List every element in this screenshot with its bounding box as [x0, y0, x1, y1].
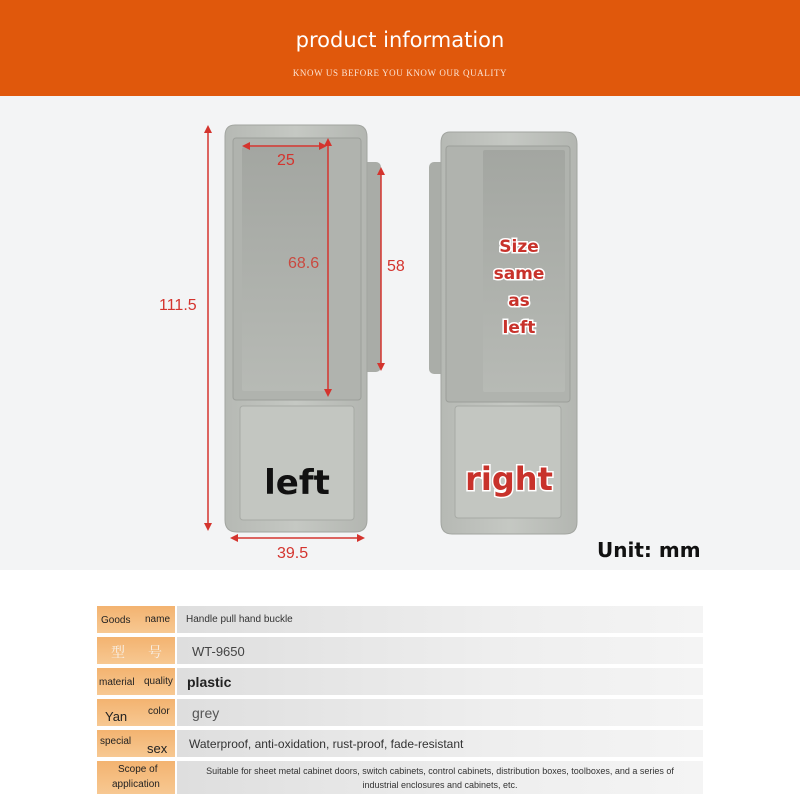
spec-value-cell	[177, 699, 703, 726]
dim-side-height: 58	[387, 258, 405, 275]
dim-total-height: 111.5	[159, 297, 197, 314]
spec-value-cell	[177, 668, 703, 695]
right-label: right	[465, 460, 553, 498]
spec-row-color	[97, 699, 703, 726]
spec-label-part-a: Scope of	[118, 764, 158, 775]
spec-label-part-a: Goods	[101, 615, 131, 626]
spec-value-cell	[177, 637, 703, 664]
left-label: left	[264, 463, 330, 503]
spec-value: Waterproof, anti-oxidation, rust-proof, fade-resistant	[189, 737, 464, 751]
unit-label: Unit: mm	[597, 538, 701, 562]
spec-label	[97, 606, 175, 633]
spec-row-material	[97, 668, 703, 695]
spec-value: plastic	[187, 674, 232, 690]
spec-label-part-b: application	[112, 779, 160, 790]
spec-value-line-1: Suitable for sheet metal cabinet doors, switch cabinets, control cabinets, distribution boxes, toolboxes, and a series of	[206, 766, 674, 776]
dim-inner-height: 68.6	[288, 255, 320, 272]
spec-label-part-a: 型	[111, 644, 125, 660]
spec-row-goods-name	[97, 606, 703, 633]
spec-label	[97, 699, 175, 726]
spec-label-part-a: special	[100, 736, 132, 747]
spec-value: WT-9650	[192, 644, 245, 659]
spec-label	[97, 730, 175, 757]
spec-label-part-b: color	[148, 706, 170, 717]
spec-label-part-a: material	[99, 677, 135, 688]
spec-label-part-b: 号	[148, 644, 162, 660]
spec-label	[97, 637, 175, 664]
page-title: product information	[295, 28, 505, 52]
dim-inner-width: 25	[277, 152, 295, 169]
dim-bottom-width: 39.5	[277, 545, 309, 562]
spec-label	[97, 668, 175, 695]
spec-label-part-b: sex	[147, 741, 168, 756]
spec-row-model	[97, 637, 703, 664]
spec-label-part-b: quality	[144, 676, 173, 687]
product-photo	[0, 96, 800, 570]
note-line-1: Size	[499, 237, 539, 257]
page-subtitle: KNOW US BEFORE YOU KNOW OUR QUALITY	[292, 68, 508, 78]
spec-row-features	[97, 730, 703, 757]
spec-value: grey	[192, 705, 220, 721]
spec-value-line-2: industrial enclosures and cabinets, etc.	[362, 780, 518, 790]
spec-row-application	[97, 761, 703, 794]
note-line-4: left	[502, 318, 536, 338]
note-line-3: as	[508, 291, 530, 311]
note-line-2: same	[493, 264, 545, 284]
spec-value-cell	[177, 761, 703, 794]
spec-label-part-a: Yan	[105, 709, 128, 724]
product-drawing	[0, 96, 800, 570]
spec-label-part-b: name	[145, 614, 171, 625]
spec-value: Handle pull hand buckle	[186, 614, 293, 625]
spec-value-cell	[177, 606, 703, 633]
spec-label	[97, 761, 175, 794]
spec-value-cell	[177, 730, 703, 757]
header-banner	[0, 0, 800, 96]
